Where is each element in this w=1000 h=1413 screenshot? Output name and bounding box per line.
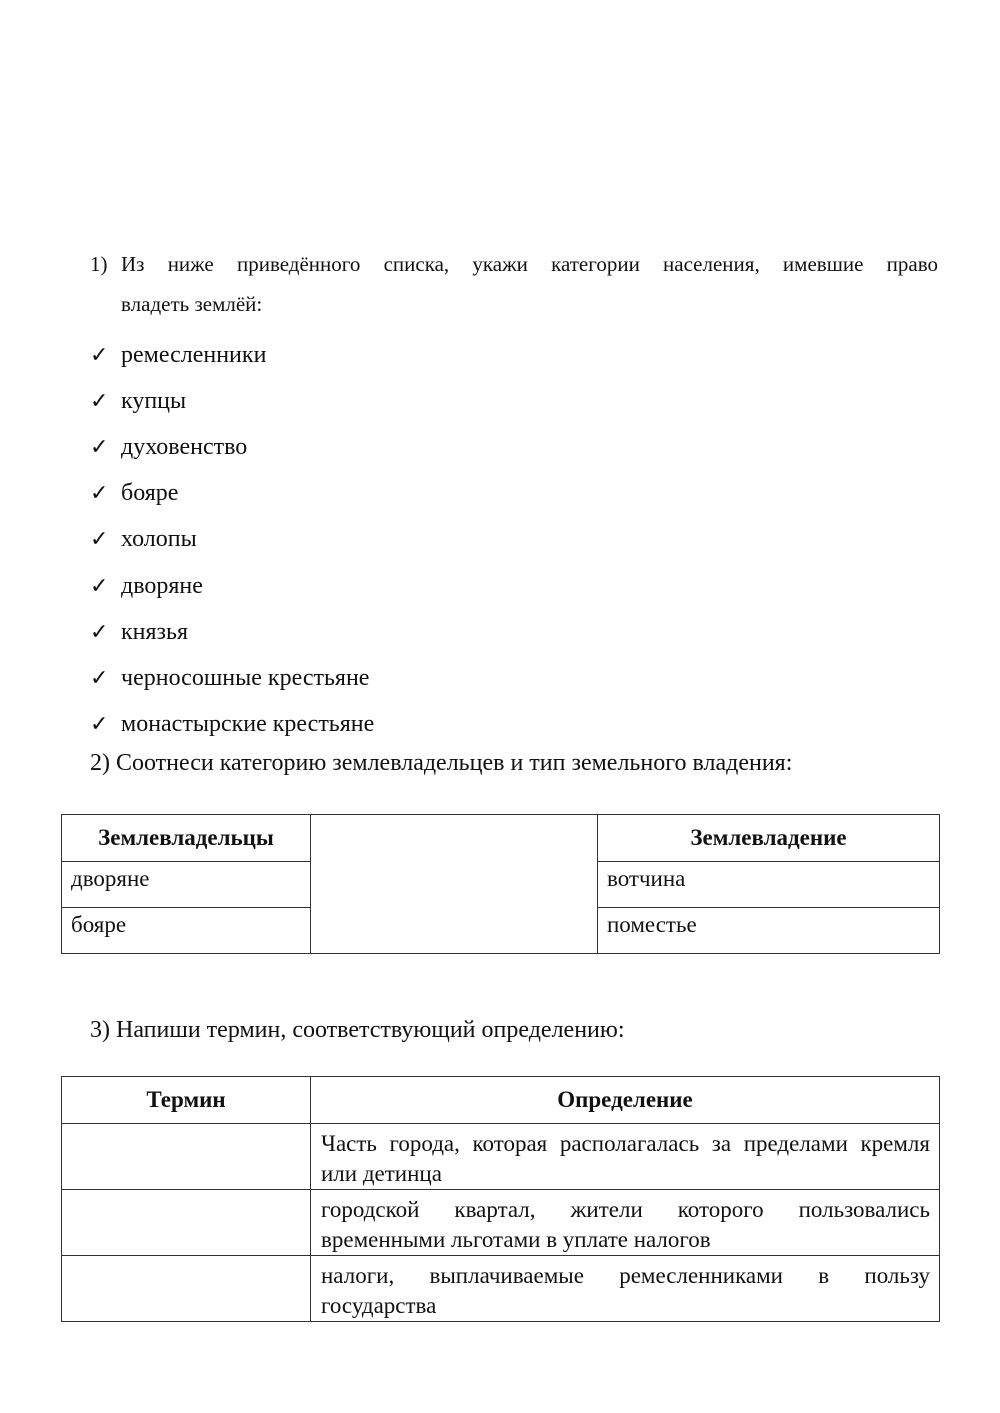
table-header-row xyxy=(62,815,940,862)
landowner-cell[interactable]: бояре xyxy=(62,908,311,954)
checkmark-icon: ✓ xyxy=(90,712,109,738)
terms-table xyxy=(61,1076,940,1322)
landowners-table xyxy=(61,814,940,954)
question-1-text-line2: владеть землёй: xyxy=(121,292,263,316)
list-item xyxy=(90,471,374,517)
landowner-cell[interactable]: дворяне xyxy=(62,862,311,908)
definition-cell: городской квартал, жители которого пользовались временными льготами в уплате налогов xyxy=(311,1190,940,1256)
definition-cell: Часть города, которая располагалась за пределами кремля или детинца xyxy=(311,1124,940,1190)
list-item-label: духовенство xyxy=(121,433,248,460)
question-2-text: 2) Соотнеси категорию землевладельцев и тип земельного владения: xyxy=(90,750,793,776)
checkmark-icon: ✓ xyxy=(90,619,109,645)
header-landowners: Землевладельцы xyxy=(62,815,311,862)
checkmark-icon: ✓ xyxy=(90,388,109,414)
list-item-label: холопы xyxy=(121,526,197,553)
list-item-label: купцы xyxy=(121,387,187,414)
question-1-number: 1) xyxy=(90,252,108,276)
header-term: Термин xyxy=(62,1077,311,1124)
list-item xyxy=(90,332,374,378)
list-item-label: ремесленники xyxy=(121,341,267,368)
matching-area[interactable] xyxy=(311,815,598,954)
term-input-cell[interactable] xyxy=(62,1124,311,1190)
list-item xyxy=(90,563,374,609)
list-item xyxy=(90,517,374,563)
list-item xyxy=(90,424,374,470)
list-item xyxy=(90,655,374,701)
table-row xyxy=(62,1256,940,1322)
list-item xyxy=(90,702,374,748)
checkmark-icon: ✓ xyxy=(90,527,109,553)
list-item-label: монастырские крестьяне xyxy=(121,711,375,738)
list-item xyxy=(90,609,374,655)
table-row xyxy=(62,1124,940,1190)
term-input-cell[interactable] xyxy=(62,1190,311,1256)
list-item-label: бояре xyxy=(121,480,179,507)
table-row xyxy=(62,1190,940,1256)
checkmark-icon: ✓ xyxy=(90,481,109,507)
checkmark-icon: ✓ xyxy=(90,434,109,460)
checkmark-icon: ✓ xyxy=(90,573,109,599)
header-landholding: Землевладение xyxy=(598,815,940,862)
list-item-label: дворяне xyxy=(121,572,203,599)
checkmark-icon: ✓ xyxy=(90,665,109,691)
table-header-row xyxy=(62,1077,940,1124)
header-definition: Определение xyxy=(311,1077,940,1124)
list-item-label: князья xyxy=(121,618,189,645)
definition-cell: налоги, выплачиваемые ремесленниками в пользу государства xyxy=(311,1256,940,1322)
list-item-label: черносошные крестьяне xyxy=(121,664,370,691)
landholding-cell[interactable]: поместье xyxy=(598,908,940,954)
question-1 xyxy=(90,250,938,318)
checklist xyxy=(90,332,374,748)
landholding-cell[interactable]: вотчина xyxy=(598,862,940,908)
question-3-text: 3) Напиши термин, соответствующий определению: xyxy=(90,1017,625,1043)
term-input-cell[interactable] xyxy=(62,1256,311,1322)
checkmark-icon: ✓ xyxy=(90,342,109,368)
list-item xyxy=(90,378,374,424)
question-1-text-line1: Из ниже приведённого списка, укажи категории населения, имевшие право xyxy=(121,252,938,276)
